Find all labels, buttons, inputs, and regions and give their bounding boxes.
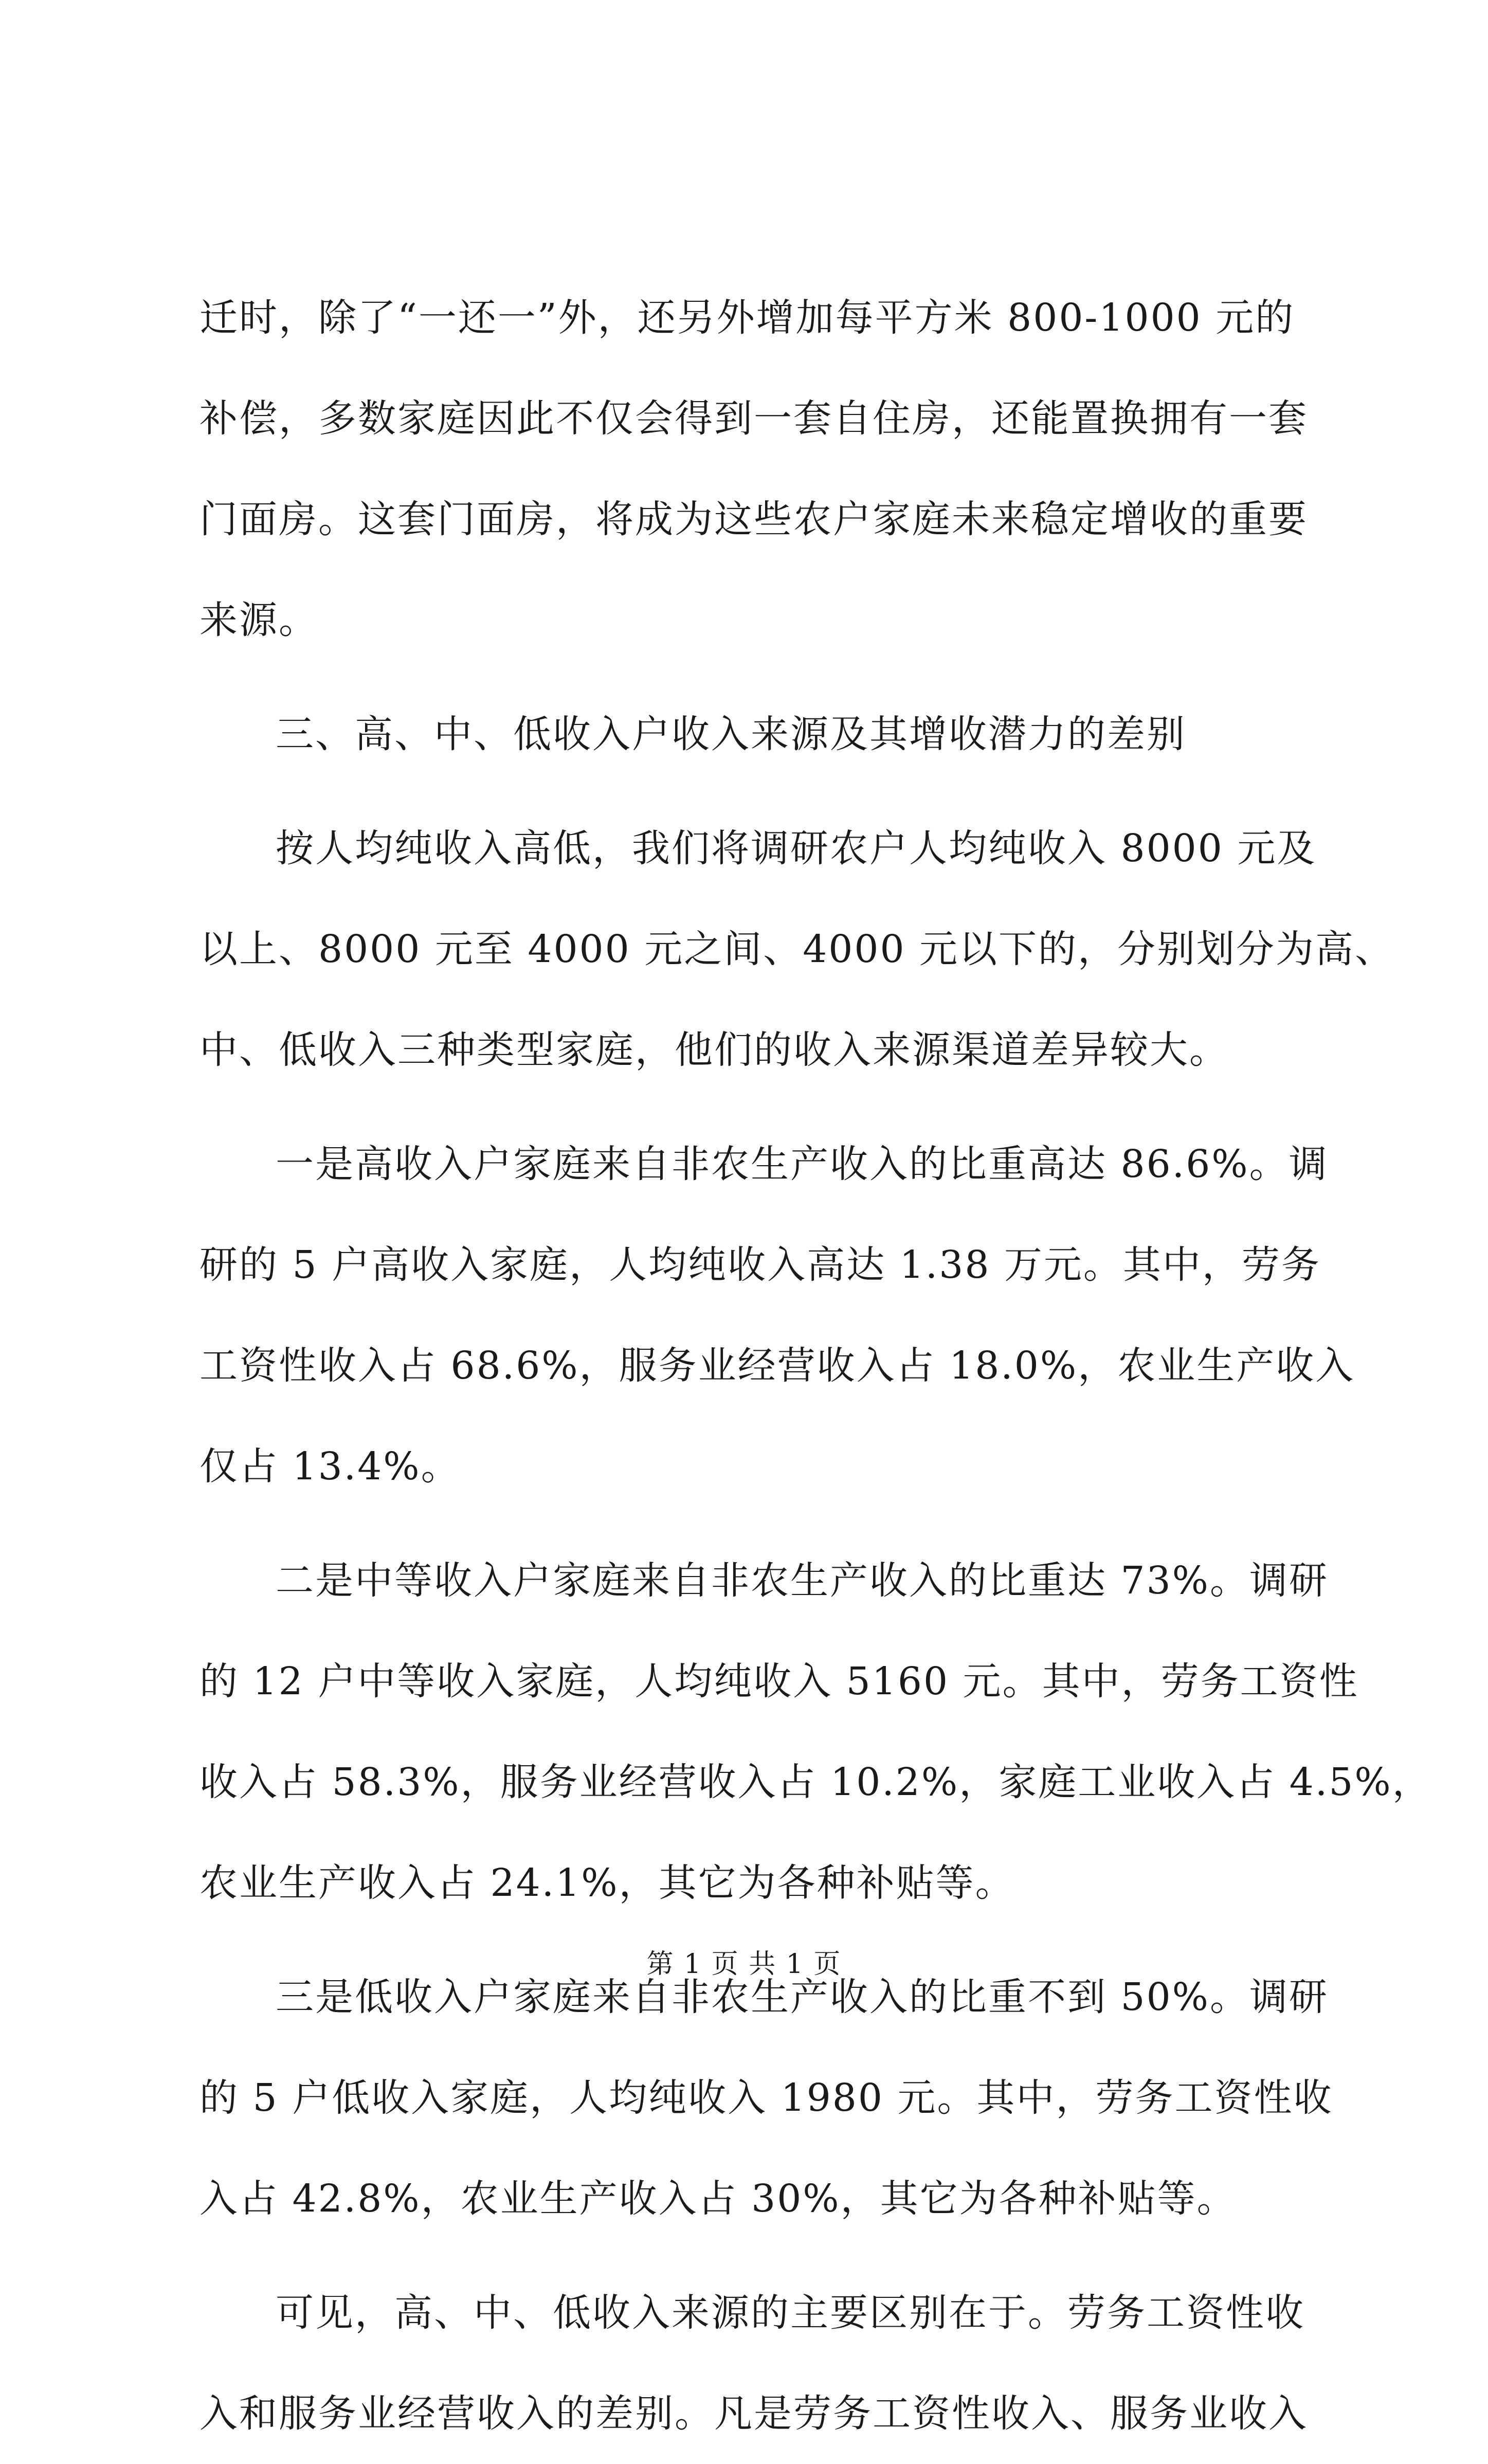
page-number-footer: 第 1 页 共 1 页 [646, 1949, 842, 1980]
text-line: 补偿，多数家庭因此不仅会得到一套自住房，还能置换拥有一套 [199, 396, 1308, 441]
text-line: 农业生产收入占 24.1%，其它为各种补贴等。 [199, 1861, 1015, 1905]
text-line: 三是低收入户家庭来自非农生产收入的比重不到 50%。调研 [276, 1975, 1329, 2019]
text-line: 入占 42.8%，农业生产收入占 30%，其它为各种补贴等。 [199, 2177, 1237, 2221]
paragraph-6 [199, 1947, 1362, 2249]
section-heading-text: 三、高、中、低收入户收入来源及其增收潜力的差别 [276, 712, 1186, 756]
paragraph-3 [199, 798, 1395, 1100]
text-line: 的 12 户中等收入家庭，人均纯收入 5160 元。其中，劳务工资性 [199, 1659, 1359, 1704]
text-line: 工资性收入占 68.6%，服务业经营收入占 18.0%，农业生产收入 [199, 1344, 1355, 1388]
text-line: 仅占 13.4%。 [199, 1444, 461, 1489]
text-line: 可见，高、中、低收入来源的主要区别在于。劳务工资性收 [276, 2291, 1305, 2335]
text-line: 二是中等收入户家庭来自非农生产收入的比重达 73%。调研 [276, 1559, 1329, 1603]
text-line: 一是高收入户家庭来自非农生产收入的比重高达 86.6%。调 [276, 1142, 1329, 1186]
text-line: 研的 5 户高收入家庭，人均纯收入高达 1.38 万元。其中，劳务 [199, 1243, 1321, 1287]
text-line: 入和服务业经营收入的差别。凡是劳务工资性收入、服务业收入 [199, 2391, 1308, 2436]
text-line: 中、低收入三种类型家庭，他们的收入来源渠道差异较大。 [199, 1028, 1229, 1072]
text-line: 来源。 [199, 598, 318, 642]
section-heading [199, 684, 1362, 785]
text-line: 以上、8000 元至 4000 元之间、4000 元以下的，分别划分为高、 [199, 927, 1395, 971]
paragraph-4 [199, 1114, 1362, 1517]
paragraph-1 [199, 267, 1362, 671]
text-line: 收入占 58.3%，服务业经营收入占 10.2%，家庭工业收入占 4.5%， [199, 1760, 1432, 1804]
text-line: 按人均纯收入高低，我们将调研农户人均纯收入 8000 元及 [276, 826, 1317, 871]
paragraph-7 [199, 2262, 1362, 2464]
document-body [199, 267, 1432, 2464]
text-line: 迁时，除了“一还一”外，还另外增加每平方米 800-1000 元的 [199, 296, 1295, 340]
paragraph-5 [199, 1530, 1432, 1933]
text-line: 的 5 户低收入家庭，人均纯收入 1980 元。其中，劳务工资性收 [199, 2076, 1333, 2120]
text-line: 门面房。这套门面房，将成为这些农户家庭未来稳定增收的重要 [199, 497, 1308, 541]
